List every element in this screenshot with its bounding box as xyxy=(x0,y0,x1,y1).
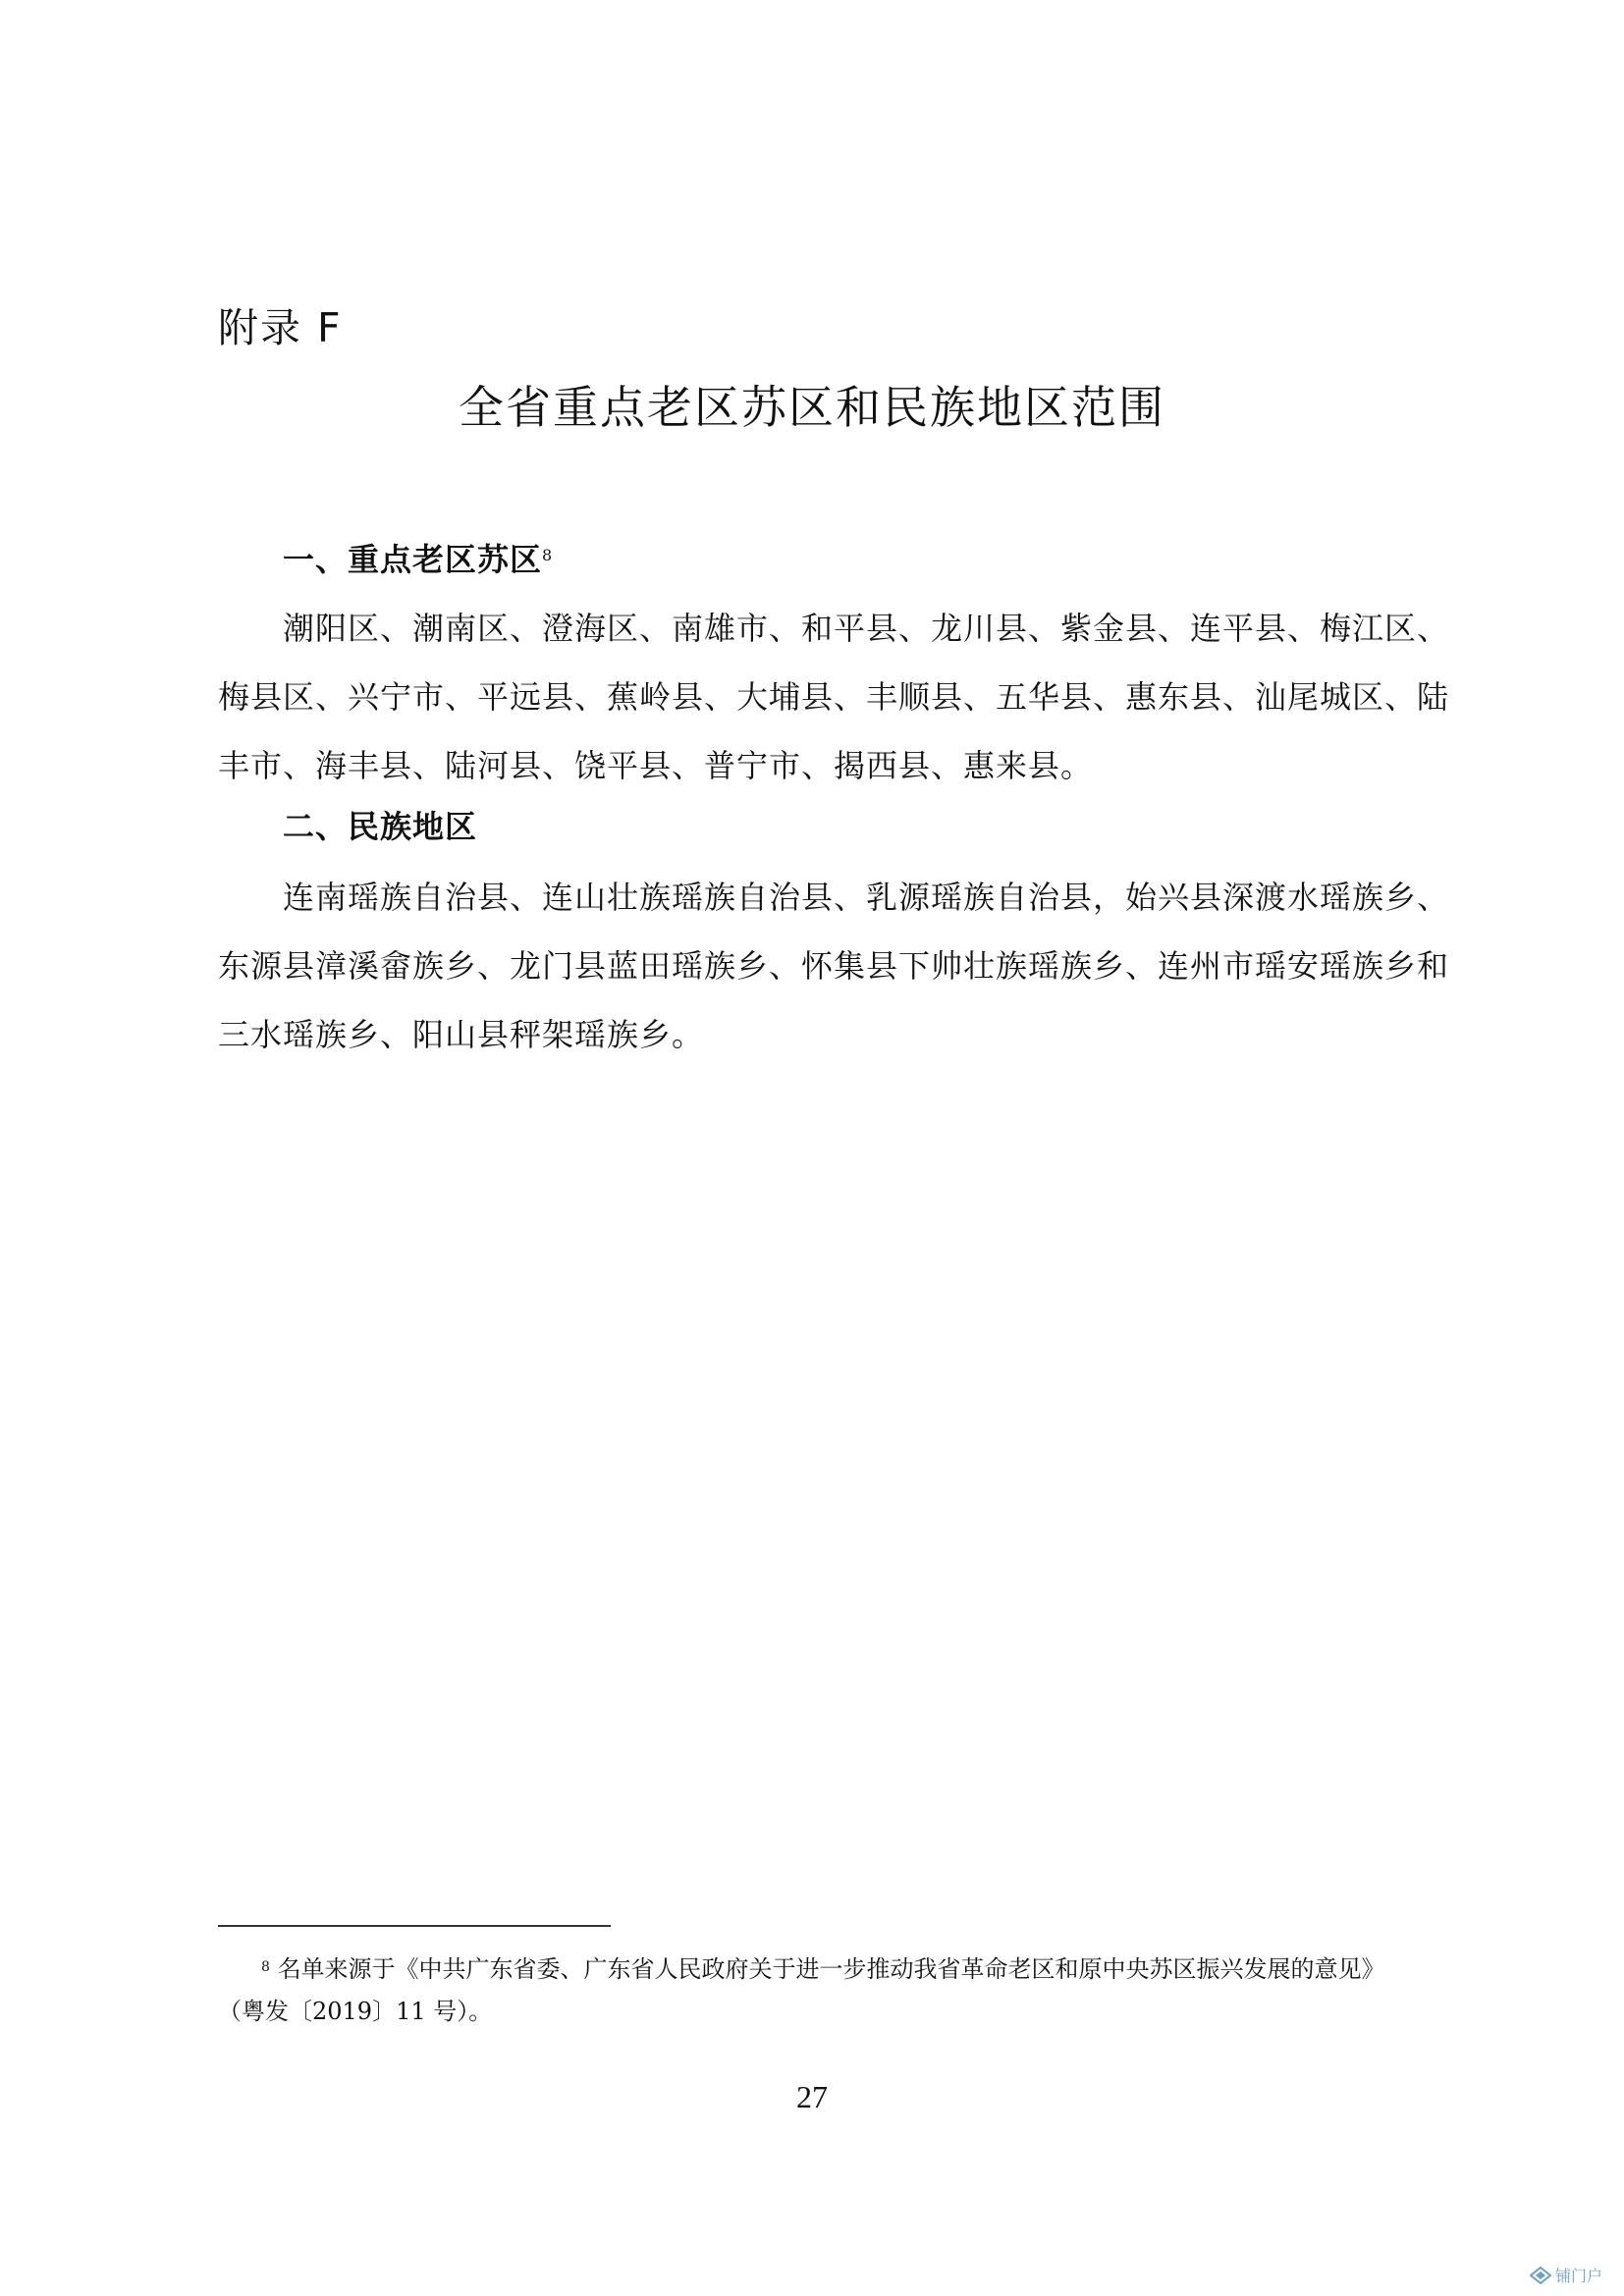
footnote-reference: 8 xyxy=(542,546,554,564)
section-heading-text: 二、民族地区 xyxy=(283,808,478,845)
footnote-number: 8 xyxy=(261,1959,270,1975)
page-title: 全省重点老区苏区和民族地区范围 xyxy=(459,381,1165,434)
paragraph-line: 丰市、海丰县、陆河县、饶平县、普宁市、揭西县、惠来县。 xyxy=(218,747,1094,784)
paragraph-line: 潮阳区、潮南区、澄海区、南雄市、和平县、龙川县、紫金县、连平县、梅江区、 xyxy=(283,610,1450,647)
appendix-label: 附录 F xyxy=(218,304,343,351)
watermark xyxy=(1530,2264,1602,2286)
diamond-logo-icon xyxy=(1530,2267,1551,2284)
footnote-line-1 xyxy=(218,1951,1538,1987)
page-number: 27 xyxy=(796,2079,828,2114)
footnote-divider xyxy=(218,1925,611,1927)
paragraph-line: 连南瑶族自治县、连山壮族瑶族自治县、乳源瑶族自治县，始兴县深渡水瑶族乡、 xyxy=(283,879,1450,916)
paragraph-line: 梅县区、兴宁市、平远县、蕉岭县、大埔县、丰顺县、五华县、惠东县、汕尾城区、陆 xyxy=(218,678,1450,716)
footnote-line-2: （粤发〔2019〕11 号）。 xyxy=(218,1998,493,2025)
paragraph-line: 东源县漳溪畲族乡、龙门县蓝田瑶族乡、怀集县下帅壮族瑶族乡、连州市瑶安瑶族乡和 xyxy=(218,947,1450,985)
old-revolutionary-areas-paragraph xyxy=(218,594,1450,800)
footnote-text: 名单来源于《中共广东省委、广东省人民政府关于进一步推动我省革命老区和原中央苏区振兴发展的意见》 xyxy=(277,1955,1385,1983)
section-heading-text: 一、重点老区苏区 xyxy=(283,541,543,578)
ethnic-areas-paragraph xyxy=(218,863,1450,1069)
section-heading-old-revolutionary-areas xyxy=(283,540,553,579)
watermark-text: 铺门户 xyxy=(1554,2267,1602,2285)
paragraph-line: 三水瑶族乡、阳山县秤架瑶族乡。 xyxy=(218,1016,705,1053)
section-heading-ethnic-areas xyxy=(283,807,477,846)
